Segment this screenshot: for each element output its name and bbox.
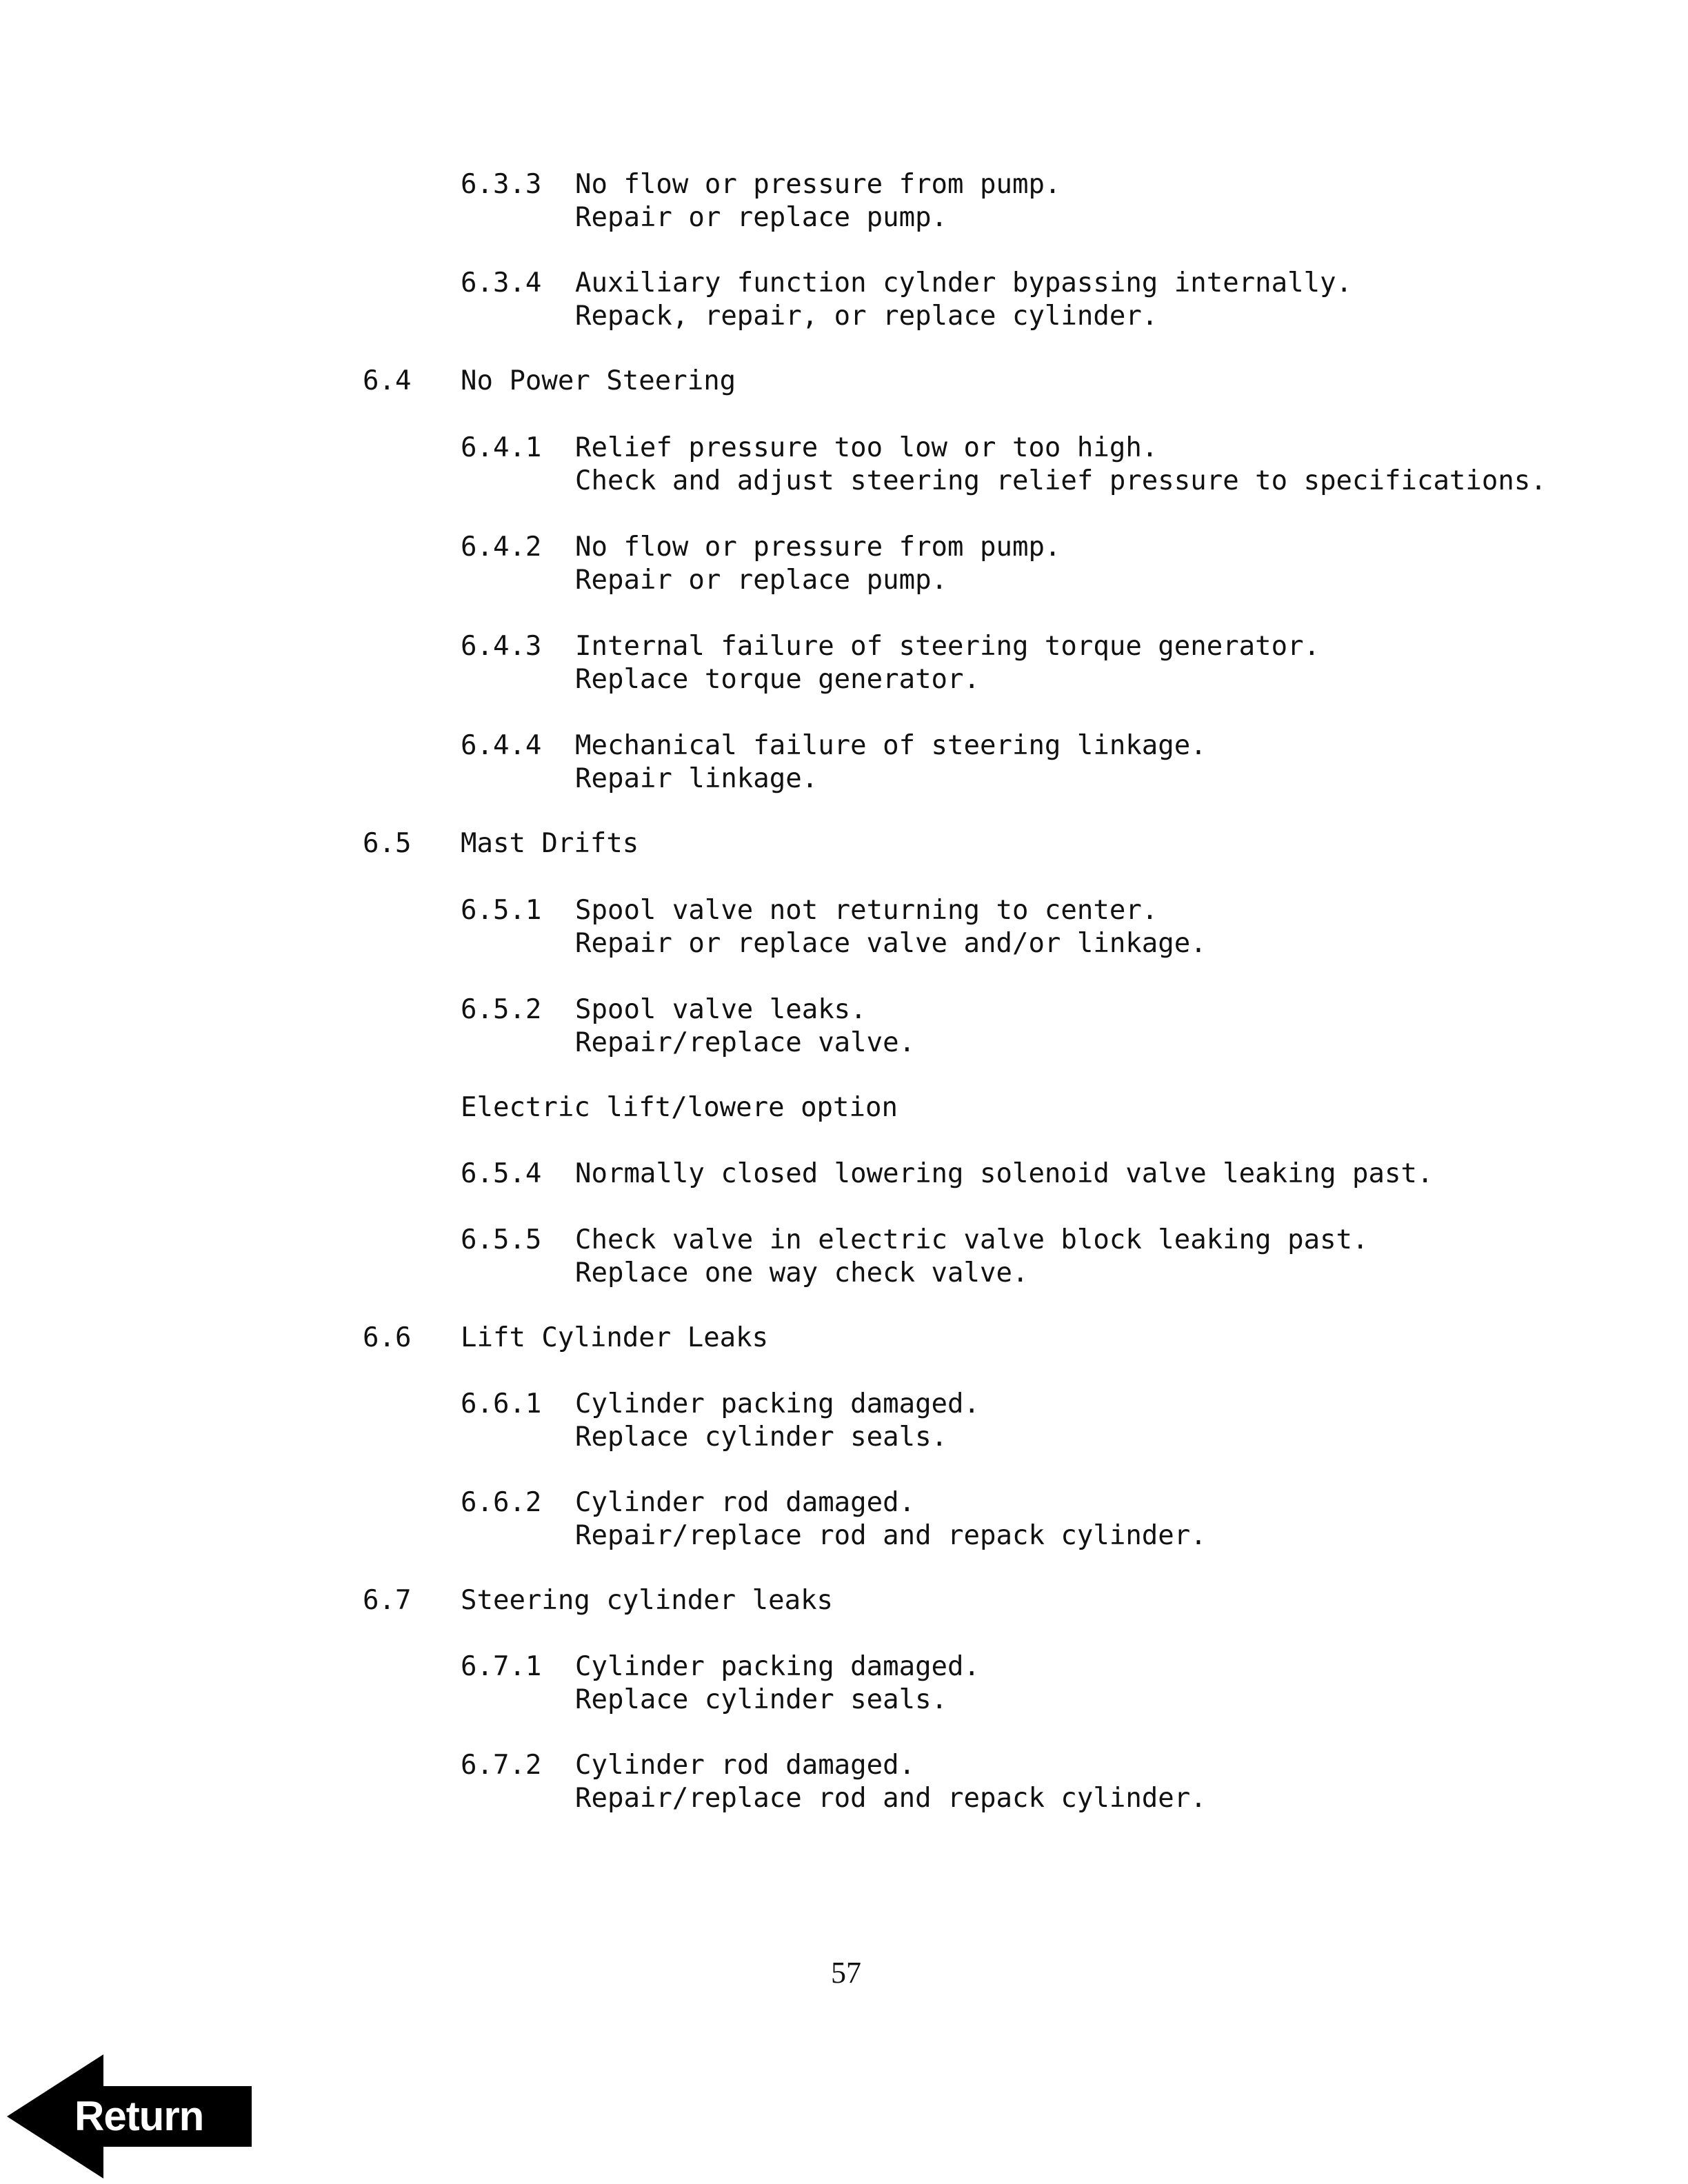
- item-number: 6.6.1: [461, 1388, 542, 1419]
- item-number: 6.3.3: [461, 169, 542, 200]
- item-remedy: Replace cylinder seals.: [575, 1684, 948, 1715]
- item-remedy: Repair/replace valve.: [575, 1027, 916, 1058]
- return-button[interactable]: [7, 2054, 252, 2178]
- item-remedy: Repair/replace rod and repack cylinder.: [575, 1783, 1207, 1814]
- section-title: Steering cylinder leaks: [461, 1585, 834, 1616]
- item-problem: Check valve in electric valve block leaking past.: [575, 1224, 1369, 1255]
- item-number: 6.5.1: [461, 895, 542, 926]
- section-number: 6.7: [363, 1585, 412, 1616]
- item-problem: Cylinder rod damaged.: [575, 1487, 916, 1518]
- item-remedy: Repair or replace pump.: [575, 565, 948, 596]
- item-number: 6.7.2: [461, 1750, 542, 1781]
- item-problem: Spool valve leaks.: [575, 994, 867, 1025]
- item-problem: Spool valve not returning to center.: [575, 895, 1158, 926]
- item-remedy: Repack, repair, or replace cylinder.: [575, 301, 1158, 332]
- item-number: 6.6.2: [461, 1487, 542, 1518]
- item-remedy: Repair or replace pump.: [575, 202, 948, 233]
- item-problem: Relief pressure too low or too high.: [575, 432, 1158, 463]
- item-remedy: Replace torque generator.: [575, 664, 980, 695]
- item-number: 6.3.4: [461, 267, 542, 299]
- subheading-electric-option: Electric lift/lowere option: [461, 1092, 898, 1123]
- item-problem: Cylinder rod damaged.: [575, 1750, 916, 1781]
- return-label: Return: [74, 2093, 204, 2139]
- item-number: 6.4.1: [461, 432, 542, 463]
- item-number: 6.4.3: [461, 631, 542, 662]
- item-remedy: Replace cylinder seals.: [575, 1422, 948, 1453]
- item-problem: Internal failure of steering torque generator.: [575, 631, 1320, 662]
- item-remedy: Repair/replace rod and repack cylinder.: [575, 1520, 1207, 1551]
- item-number: 6.5.5: [461, 1224, 542, 1255]
- item-remedy: Replace one way check valve.: [575, 1257, 1029, 1288]
- section-number: 6.5: [363, 828, 412, 859]
- item-remedy: Repair linkage.: [575, 763, 818, 794]
- section-number: 6.4: [363, 365, 412, 396]
- item-problem: Cylinder packing damaged.: [575, 1651, 980, 1682]
- item-number: 6.4.4: [461, 730, 542, 761]
- item-problem: Normally closed lowering solenoid valve leaking past.: [575, 1158, 1434, 1189]
- page-number: 57: [831, 1956, 861, 1990]
- item-number: 6.7.1: [461, 1651, 542, 1682]
- section-title: Lift Cylinder Leaks: [461, 1322, 769, 1353]
- section-title: Mast Drifts: [461, 828, 639, 859]
- item-problem: Auxiliary function cylnder bypassing internally.: [575, 267, 1353, 299]
- item-number: 6.4.2: [461, 532, 542, 563]
- item-problem: No flow or pressure from pump.: [575, 169, 1061, 200]
- item-problem: Mechanical failure of steering linkage.: [575, 730, 1207, 761]
- item-number: 6.5.4: [461, 1158, 542, 1189]
- item-problem: Cylinder packing damaged.: [575, 1388, 980, 1419]
- section-title: No Power Steering: [461, 365, 736, 396]
- section-number: 6.6: [363, 1322, 412, 1353]
- item-remedy: Check and adjust steering relief pressure to specifications.: [575, 465, 1547, 496]
- item-number: 6.5.2: [461, 994, 542, 1025]
- item-problem: No flow or pressure from pump.: [575, 532, 1061, 563]
- item-remedy: Repair or replace valve and/or linkage.: [575, 928, 1207, 959]
